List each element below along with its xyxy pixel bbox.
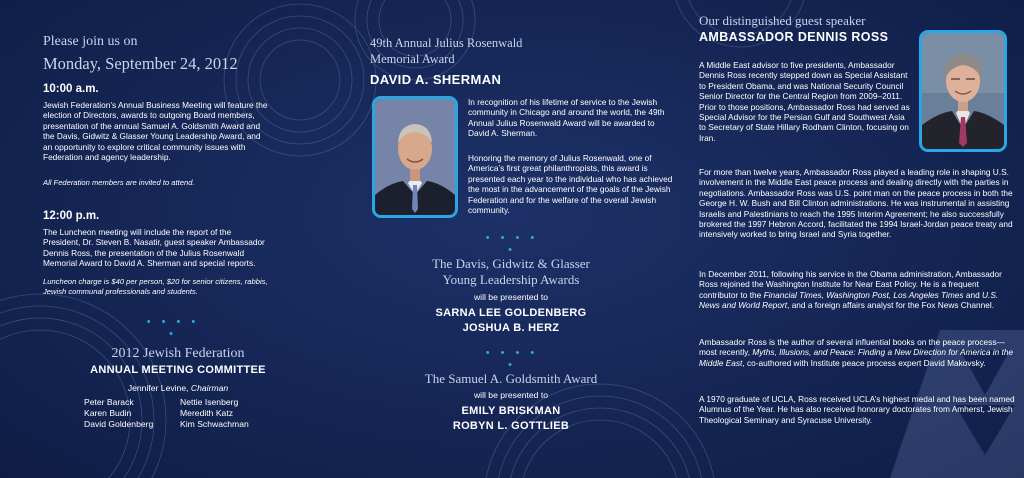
committee-chair [43, 383, 313, 393]
young-leadership-recipient: JOSHUA B. HERZ [462, 322, 560, 334]
session-description-2: The Luncheon meeting will include the report of the President, Dr. Steven B. Nasatir, guest speaker Ambassador Dennis Ross, the presentation of the Julius Rosenwald Memorial Award to David A. Sherman and special reports. [43, 227, 265, 269]
left-panel [43, 0, 268, 478]
young-leadership-title-2: Young Leadership Awards [442, 272, 580, 287]
committee-member: Peter Barack [84, 397, 134, 407]
rosenwald-paragraph-2: Honoring the memory of Julius Rosenwald, one of America’s first great philanthropists, this award is presented each year to the individual who has achieved the most in the advancement of the goals of the Jewish Federation and for the welfare of the overall Jewish community. [468, 153, 673, 216]
speaker-paragraph-1: A Middle East advisor to five presidents, Ambassador Dennis Ross recently stepped down as Special Assistant to President Obama, and was National Security Council Senior Director for the Central Region from 2009–2011. Prior to those positions, Ambassador Ross had served as Special Advisor for the Persian Gulf and Southwest Asia to Secretary of State Hillary Rodham Clinton, focusing on Iran. [699, 60, 910, 143]
paragraph-3-and: and [963, 289, 983, 300]
divider-dots-middle-2: • • • • • [485, 347, 539, 371]
goldsmith-recipient: ROBYN L. GOTTLIEB [452, 420, 570, 432]
session-note-1: All Federation members are invited to attend. [43, 178, 195, 187]
speaker-paragraph-4 [699, 337, 1015, 368]
rosenwald-paragraph-1: In recognition of his lifetime of service to the Jewish community in Chicago and around the world, the 49th Annual Julius Rosenwald Award will be awarded to David A. Sherman. [468, 97, 665, 139]
speaker-kicker: Our distinguished guest speaker [699, 13, 866, 28]
book-title: Myths, Illusions, and Peace: Finding a New Direction for America in the Middle East [699, 347, 1014, 368]
committee-members-left [84, 397, 153, 431]
divider-dots-middle-1: • • • • • [485, 232, 539, 256]
rosenwald-award-title-2: Memorial Award [370, 52, 455, 66]
committee-member: Nettie Isenberg [180, 397, 239, 407]
committee-member: Kim Schwachman [180, 419, 249, 430]
rosenwald-recipient: DAVID A. SHERMAN [370, 72, 502, 87]
divider-dots-left: • • • • • [146, 316, 200, 340]
speaker-paragraph-5: A 1970 graduate of UCLA, Ross received UCLA’s highest medal and has been named Alumnus of the Year. He has also received honorary doctorates from Amherst, Jewish Theological Seminary and Syracuse University. [699, 394, 1015, 425]
sherman-photo [372, 96, 458, 218]
committee-title: ANNUAL MEETING COMMITTEE [90, 364, 266, 376]
publications-list-1: Financial Times, Washington Post, Los Angeles Times [763, 289, 964, 300]
portrait-image [922, 33, 1004, 149]
right-panel [699, 0, 1015, 478]
young-leadership-title-1: The Davis, Gidwitz & Glasser [432, 256, 590, 271]
young-leadership-presented: will be presented to [473, 292, 549, 302]
chair-name: Jennifer Levine, [127, 383, 189, 393]
committee-member: Meredith Katz [180, 408, 234, 419]
paragraph-4-text-a: Ambassador Ross is the author of several influential books on the peace process—most recently, [699, 337, 1005, 358]
session-time-1: 10:00 a.m. [43, 83, 99, 95]
paragraph-4-text-b: , co-authored with Institute peace process expert David Makovsky. [742, 357, 986, 368]
young-leadership-recipient: SARNA LEE GOLDENBERG [435, 307, 587, 319]
committee-title-year: 2012 Jewish Federation [111, 346, 245, 361]
speaker-name: AMBASSADOR DENNIS ROSS [699, 30, 889, 44]
paragraph-3-text-a: In December 2011, following his service in the Obama administration, Ambassador Ross rejoined the Washington Institute for Near East Policy. He is a frequent contributor to the [699, 269, 1002, 300]
chair-role: Chairman [190, 383, 229, 393]
invite-line: Please join us on [43, 34, 138, 49]
session-time-2: 12:00 p.m. [43, 210, 100, 222]
goldsmith-award-title: The Samuel A. Goldsmith Award [424, 371, 598, 386]
middle-panel [370, 0, 680, 478]
committee-member: Karen Budin [84, 408, 132, 419]
event-date: Monday, September 24, 2012 [43, 54, 238, 73]
speaker-paragraph-3 [699, 269, 1015, 311]
goldsmith-presented: will be presented to [473, 390, 549, 400]
committee-member: David Goldenberg [84, 419, 154, 430]
ross-photo [919, 30, 1007, 152]
rosenwald-award-title-1: 49th Annual Julius Rosenwald [370, 36, 523, 50]
goldsmith-recipient: EMILY BRISKMAN [461, 405, 561, 417]
portrait-image [375, 99, 455, 215]
paragraph-3-text-b: , and a foreign affairs analyst for the Fox News Channel. [787, 300, 994, 311]
session-description-1: Jewish Federation’s Annual Business Meeting will feature the election of Directors, awards to outgoing Board members, presentation of the annual Samuel A. Goldsmith Award and the Davis, Gidwitz & Glasser Young Leadership Award, and an opportunity to explore critical community issues with Federation and agency leadership. [43, 100, 268, 163]
speaker-paragraph-2: For more than twelve years, Ambassador Ross played a leading role in shaping U.S. involvement in the Middle East peace process and dealing directly with the parties in negotiations. Ambassador Ross was U.S. point man on the peace process in both the George H. W. Bush and Bill Clinton administrations. He was instrumental in assisting Israelis and Palestinians to reach the 1995 Interim Agreement; he also successfully brokered the 1997 Hebron Accord, facilitated the 1994 Israel-Jordan peace treaty and intensively worked to bring Israel and Syria together. [699, 167, 1013, 240]
committee-members-right [180, 397, 249, 431]
publications-list-2: U.S. News and World Report [699, 289, 999, 311]
session-note-2: Luncheon charge is $40 per person, $20 for senior citizens, rabbis, Jewish communal professionals and students. [43, 277, 268, 297]
